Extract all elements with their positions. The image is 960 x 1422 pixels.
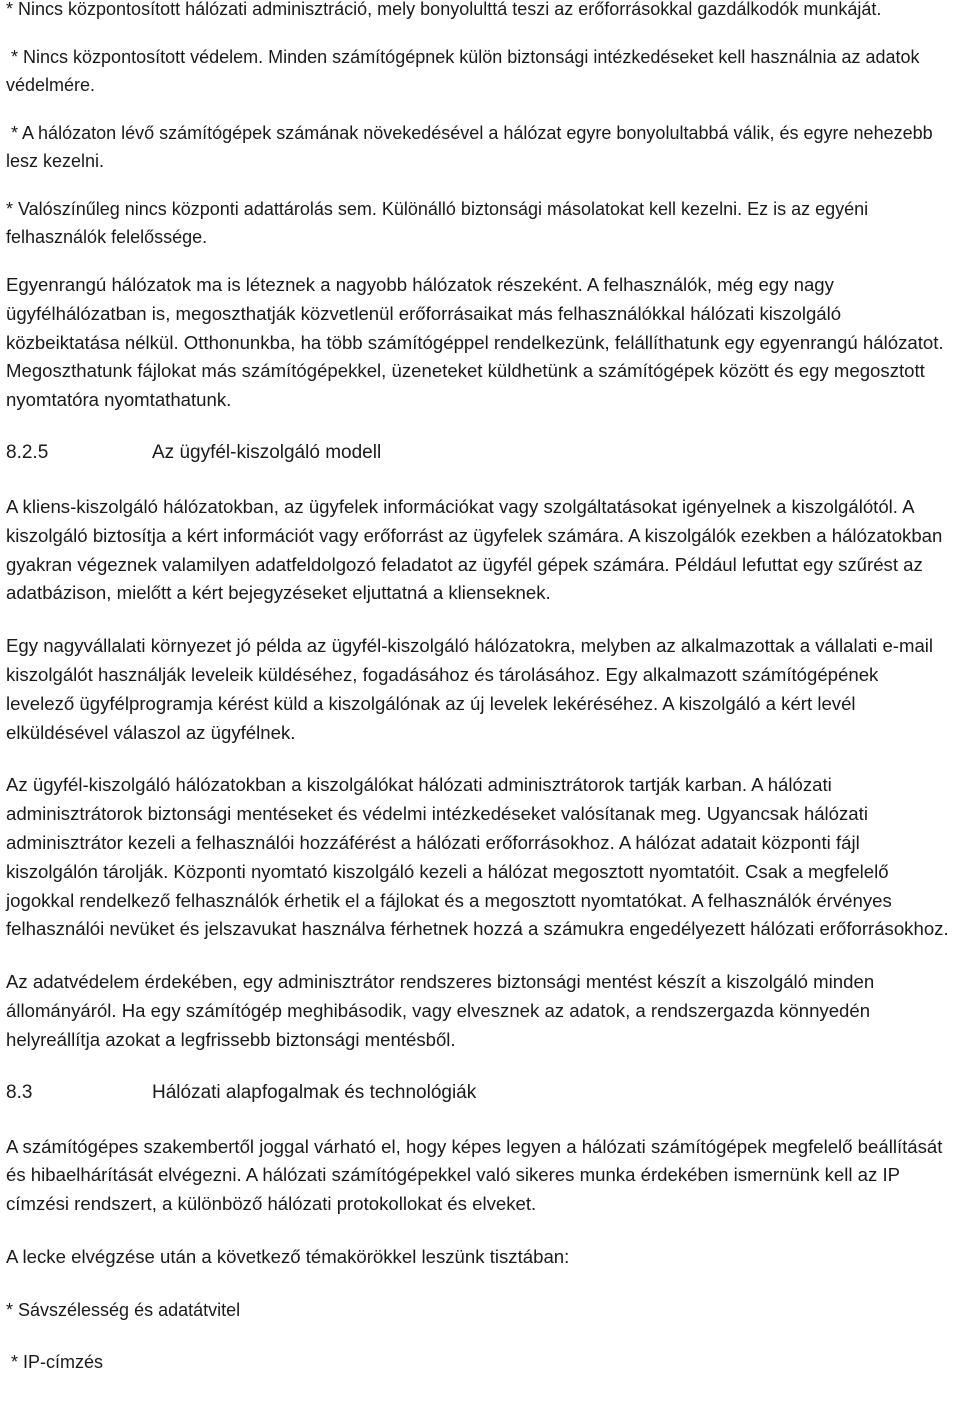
bullet-bandwidth: * Sávszélesség és adatátvitel [6, 1299, 241, 1320]
section-heading-8-2-5 [6, 439, 950, 467]
bullet-no-central-protection: * Nincs központosított védelem. Minden számítógépnek külön biztonsági intézkedéseket kell használnia az adatok védelmére. [6, 47, 925, 95]
paragraph-topics-intro: A lecke elvégzése után a következő témakörökkel leszünk tisztában: [6, 1245, 570, 1267]
section-title: Hálózati alapfogalmak és technológiák [152, 1081, 477, 1103]
paragraph-admin-maintenance: Az ügyfél-kiszolgáló hálózatokban a kiszolgálókat hálózati adminisztrátorok tartják karban. A hálózati adminisztrátorok biztonsági mentéseket és védelmi intézkedéseket valósítanak meg. Ugyancsak hálózati adminisztrátor kezeli a felhasználói hozzáférést a hálózati erőforrásokhoz. A hálózat adatait központi fájl kiszolgálón tárolják. Központi nyomtató kiszolgáló kezeli a hálózat megosztott nyomtatóit. Csak a megfelelő jogokkal rendelkező felhasználók érhetik el a fájlokat és a megosztott nyomtatókat. A felhasználók érvényes felhasználói nevüket és jelszavukat használva férhetnek hozzá a számukra engedélyezett hálózati erőforrásokhoz. [6, 774, 949, 940]
section-title: Az ügyfél-kiszolgáló modell [152, 441, 382, 463]
paragraph-expectations: A számítógépes szakembertől joggal várható el, hogy képes legyen a hálózati számítógépek megfelelő beállítását és hibaelhárítását elvégezni. A hálózati számítógépekkel való sikeres munka érdekében ismernünk kell az IP címzési rendszert, a különböző hálózati protokollokat és elveket. [6, 1135, 943, 1215]
bullet-no-central-admin: * Nincs központosított hálózati adminisztráció, mely bonyolulttá teszi az erőforrásokkal gazdálkodók munkáját. [6, 0, 882, 19]
section-heading-8-3 [6, 1079, 950, 1107]
section-number: 8.3 [6, 1081, 33, 1103]
paragraph-enterprise-example: Egy nagyvállalati környezet jó példa az ügyfél-kiszolgáló hálózatokra, melyben az alkalmazottak a vállalati e-mail kiszolgálót használják leveleik küldéséhez, fogadásához és tárolásához. Egy alkalmazott számítógépének levelező ügyfélprogramja kérést küld a kiszolgálónak az új levelek lekéréséhez. A kiszolgáló a kért levél elküldésével válaszol az ügyfélnek. [6, 635, 934, 743]
paragraph-data-protection: Az adatvédelem érdekében, egy adminisztrátor rendszeres biztonsági mentést készít a kiszolgáló minden állományáról. Ha egy számítógép meghibásodik, vagy elvesznek az adatok, a rendszergazda könnyedén helyreállítja azokat a legfrissebb biztonsági mentésből. [6, 971, 875, 1050]
bullet-growing-complexity: * A hálózaton lévő számítógépek számának növekedésével a hálózat egyre bonyolultabbá válik, és egyre nehezebb lesz kezelni. [6, 123, 938, 171]
paragraph-peer-networks: Egyenrangú hálózatok ma is léteznek a nagyobb hálózatok részeként. A felhasználók, még egy nagy ügyfélhálózatban is, megoszthatják közvetlenül erőforrásaikat más felhasználókkal hálózati kiszolgáló közbeiktatása nélkül. Otthonunkba, ha több számítógéppel rendelkezünk, felállíthatunk egy egyenrangú hálózatot. Megoszthatunk fájlokat más számítógépekkel, üzeneteket küldhetünk a számítógépek között és egy megosztott nyomtatóra nyomtathatunk. [6, 274, 944, 411]
paragraph-client-server-intro: A kliens-kiszolgáló hálózatokban, az ügyfelek információkat vagy szolgáltatásokat igényelnek a kiszolgálótól. A kiszolgáló biztosítja a kért információt vagy erőforrást az ügyfelek számára. A kiszolgálók ezekben a hálózatokban gyakran végeznek valamilyen adatfeldolgozó feladatot az ügyfél gépek számára. Például lefuttat egy szűrést az adatbázison, mielőtt a kért bejegyzéseket eljuttatná a klienseknek. [6, 495, 943, 604]
document-page [6, 0, 950, 1376]
bullet-no-central-storage: * Valószínűleg nincs központi adattárolás sem. Különálló biztonsági másolatokat kell kezelni. Ez is az egyéni felhasználók felelőssége. [6, 199, 874, 247]
section-number: 8.2.5 [6, 441, 49, 463]
bullet-ip-addressing: * IP-címzés [6, 1351, 104, 1372]
